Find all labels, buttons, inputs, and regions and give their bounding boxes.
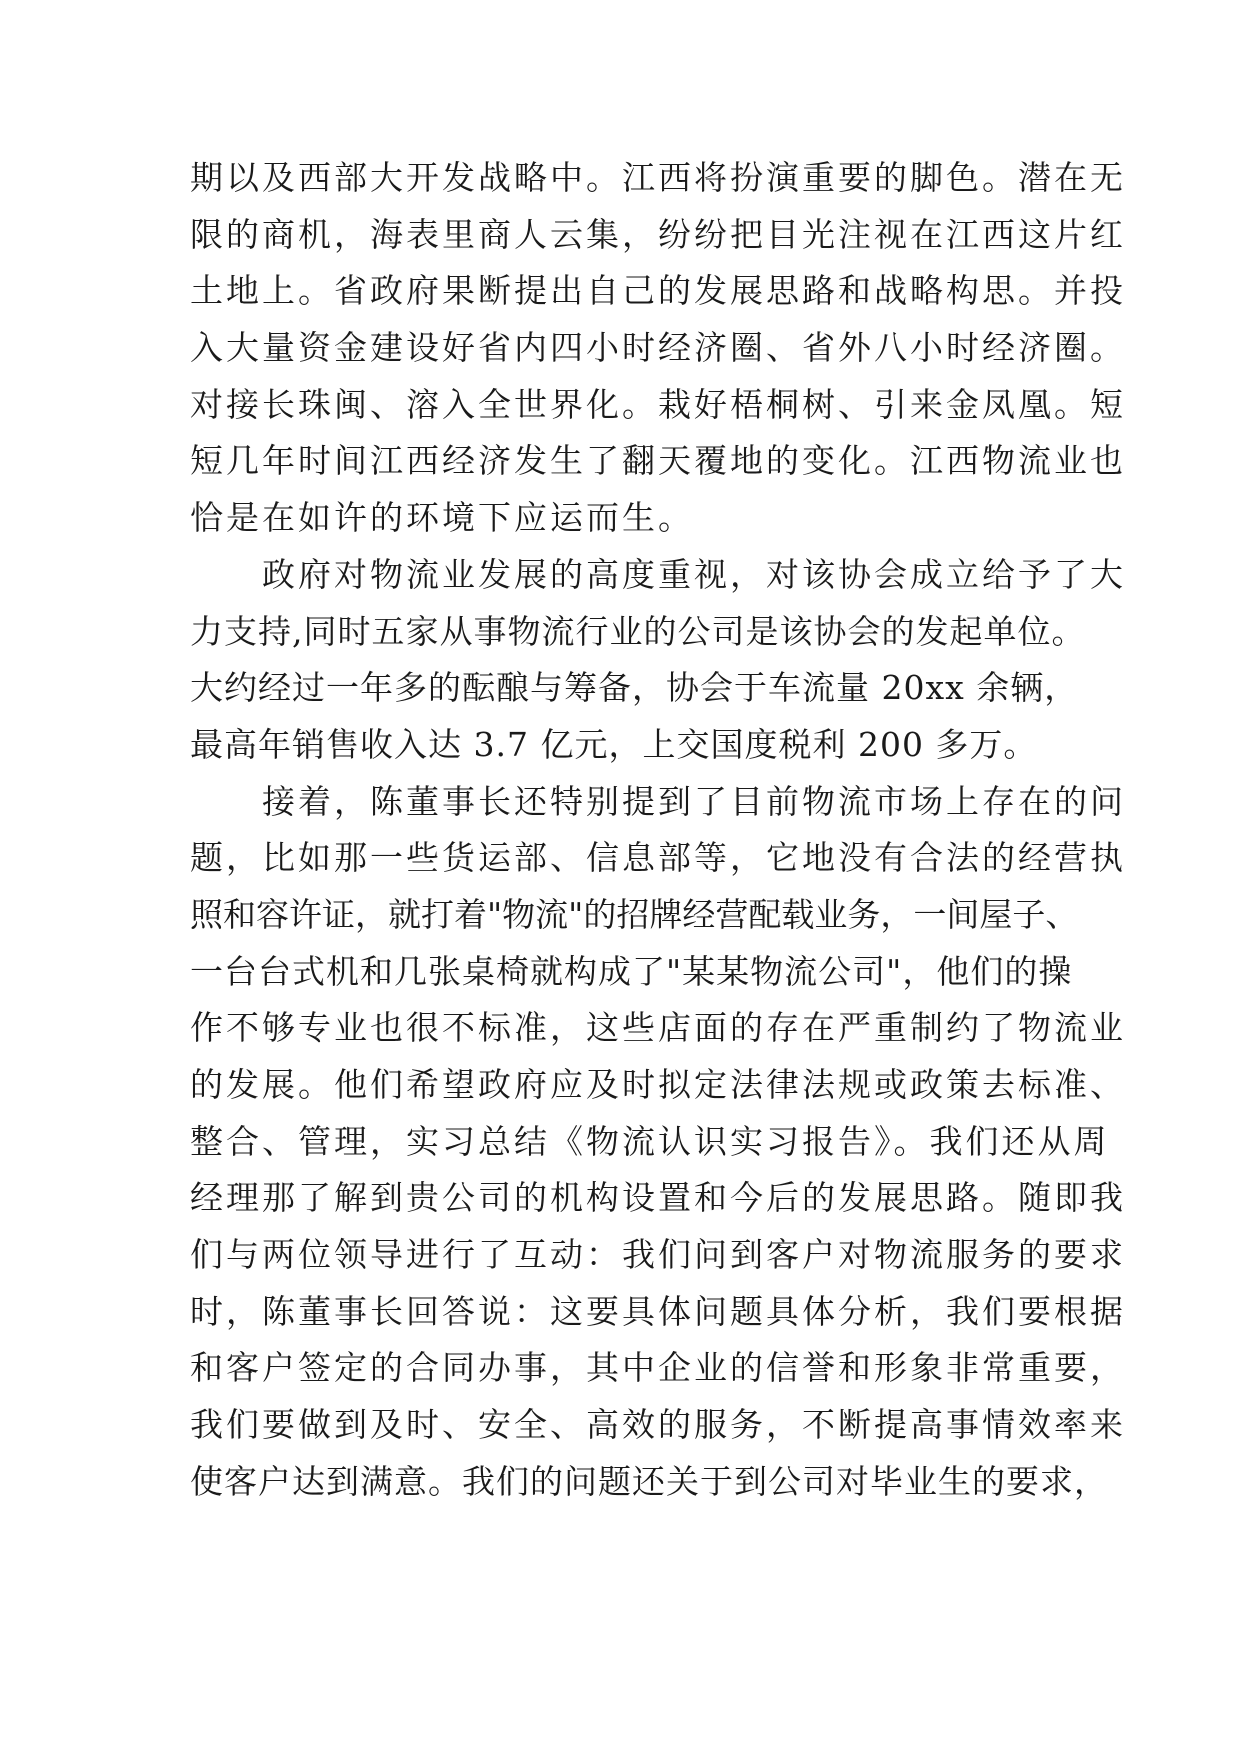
- text-line: 土地上。省政府果断提出自己的发展思路和战略构思。并投: [190, 271, 1126, 311]
- text-line: 整合、管理，实习总结《物流认识实习报告》。我们还从周: [190, 1121, 1110, 1161]
- text-line: 照和容许证，就打着"物流"的招牌经营配载业务，一间屋子、: [190, 894, 1079, 934]
- text-line: 作不够专业也很不标准，这些店面的存在严重制约了物流业: [190, 1008, 1126, 1048]
- text-line: 题，比如那一些货运部、信息部等，它地没有合法的经营执: [190, 838, 1126, 878]
- text-line: 大约经过一年多的酝酿与筹备，协会于车流量 20xx 余辆，: [190, 668, 1079, 708]
- text-line: 的发展。他们希望政府应及时拟定法律法规或政策去标准、: [190, 1065, 1126, 1104]
- text-line: 恰是在如许的环境下应运而生。: [190, 498, 694, 538]
- text-line: 力支持,同时五家从事物流行业的公司是该协会的发起单位。: [190, 611, 1086, 651]
- text-line: 我们要做到及时、安全、高效的服务，不断提高事情效率来: [190, 1405, 1126, 1445]
- text-line: 们与两位领导进行了互动：我们问到客户对物流服务的要求: [190, 1235, 1126, 1275]
- text-line: 限的商机，海表里商人云集，纷纷把目光注视在江西这片红: [190, 214, 1126, 254]
- text-line: 最高年销售收入达 3.7 亿元，上交国度税利 200 多万。: [190, 724, 1038, 764]
- text-line: 期以及西部大开发战略中。江西将扮演重要的脚色。潜在无: [190, 158, 1126, 197]
- text-line: 一台台式机和几张桌椅就构成了"某某物流公司"，他们的操: [190, 951, 1073, 991]
- text-line: 经理那了解到贵公司的机构设置和今后的发展思路。随即我: [190, 1178, 1126, 1218]
- text-line: 对接长珠闽、溶入全世界化。栽好梧桐树、引来金凤凰。短: [190, 384, 1126, 424]
- text-line: 政府对物流业发展的高度重视，对该协会成立给予了大: [190, 554, 1126, 594]
- text-line: 短几年时间江西经济发生了翻天覆地的变化。江西物流业也: [190, 441, 1126, 481]
- text-line: 使客户达到满意。我们的问题还关于到公司对毕业生的要求，: [190, 1461, 1108, 1501]
- body-text: [190, 150, 1126, 1511]
- text-line: 和客户签定的合同办事，其中企业的信誉和形象非常重要，: [190, 1348, 1126, 1388]
- text-line: 时，陈董事长回答说：这要具体问题具体分析，我们要根据: [190, 1291, 1126, 1331]
- text-line: 接着，陈董事长还特别提到了目前物流市场上存在的问: [190, 781, 1126, 821]
- text-line: 入大量资金建设好省内四小时经济圈、省外八小时经济圈。: [190, 328, 1126, 368]
